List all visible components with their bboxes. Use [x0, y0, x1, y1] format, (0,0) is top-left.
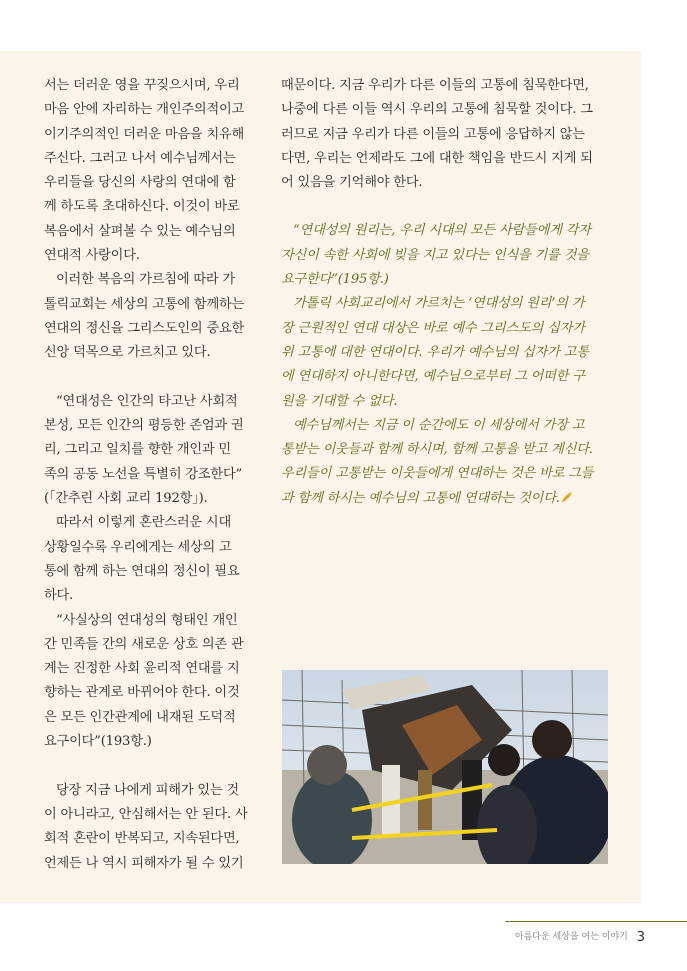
text-line: 톨릭교회는 세상의 고통에 함께하는: [44, 296, 245, 312]
text-line: 향하는 관계로 바뀌어야 한다. 이것: [44, 685, 240, 701]
text-line: 연대적 사랑이다.: [44, 248, 140, 264]
text-line: 우리들이 고통받는 이웃들에게 연대하는 것은 바로 그들: [281, 466, 594, 482]
text-line: 원을 기대할 수 없다.: [281, 393, 398, 409]
right-quote-text: [281, 219, 611, 513]
text-line: 러므로 지금 우리가 다른 이들의 고통에 응답하지 않는: [281, 126, 585, 142]
text-line: 나중에 다른 이들 역시 우리의 고통에 침묵할 것이다. 그: [281, 102, 593, 118]
text-line: [44, 754, 258, 778]
text-line: 장 근원적인 연대 대상은 바로 예수 그리스도의 십자가: [281, 320, 585, 336]
text-line: 서는 더러운 영을 꾸짖으시며, 우리: [44, 78, 240, 93]
text-line: “연대성의 원리는, 우리 시대의 모든 사람들에게 각자: [293, 223, 591, 239]
text-line: 예수님께서는 지금 이 순간에도 이 세상에서 가장 고: [293, 417, 585, 433]
text-line: 이기주의적인 더러운 마음을 치유해: [44, 126, 245, 142]
leaf-icon: [560, 489, 574, 513]
page-number: 3: [636, 930, 645, 945]
text-line: “연대성은 인간의 타고난 사회적: [56, 393, 238, 409]
text-line: 은 모든 인간관계에 내재된 도덕적: [44, 709, 236, 725]
text-line: 본성, 모든 인간의 평등한 존엄과 권: [44, 418, 244, 434]
text-line: 자신이 속한 사회에 빚을 지고 있다는 인식을 기를 것을: [281, 247, 589, 263]
text-line: 회적 혼란이 반복되고, 지속된다면,: [44, 831, 240, 847]
text-line: 간 민족들 간의 새로운 상호 의존 관: [44, 636, 244, 652]
text-line: (「간추린 사회 교리 192항」).: [44, 491, 208, 507]
text-line: 가톨릭 사회교리에서 가르치는 ‘연대성의 원리’의 가: [293, 296, 585, 312]
text-line: 에 연대하지 아니한다면, 예수님으로부터 그 어떠한 구: [281, 369, 585, 385]
text-line: 통에 함께 하는 연대의 정신이 필요: [44, 563, 240, 579]
text-line: 통받는 이웃들과 함께 하시며, 함께 고통을 받고 계신다.: [281, 442, 593, 458]
text-line: 과 함께 하시는 예수님의 고통에 연대하는 것이다.: [281, 487, 611, 513]
text-line: “사실상의 연대성의 형태인 개인: [56, 612, 238, 628]
text-line: 신앙 덕목으로 가르치고 있다.: [44, 345, 211, 361]
magazine-name: 아름다운 세상을 여는 이야기: [514, 932, 628, 942]
text-line: 께 하도록 초대하신다. 이것이 바로: [44, 199, 240, 215]
right-column: [281, 74, 611, 513]
text-line: 이러한 복음의 가르침에 따라 가: [56, 272, 235, 288]
news-photo: [282, 670, 608, 864]
text-line: [44, 366, 258, 390]
text-line: 당장 지금 나에게 피해가 있는 것: [56, 782, 239, 798]
text-line: 어 있음을 기억해야 한다.: [281, 175, 423, 191]
text-line: 이 아니라고, 안심해서는 안 된다. 사: [44, 806, 248, 822]
text-line: 위 고통에 대한 연대이다. 우리가 예수님의 십자가 고통: [281, 344, 589, 360]
text-line: 복음에서 살펴볼 수 있는 예수님의: [44, 223, 236, 239]
text-line: 요구이다”(193항.): [44, 734, 152, 750]
page-footer: [515, 929, 645, 945]
text-line: 연대의 정신을 그리스도인의 중요한: [44, 320, 245, 336]
text-line: 언제든 나 역시 피해자가 될 수 있기: [44, 855, 244, 871]
text-line: 때문이다. 지금 우리가 다른 이들의 고통에 침묵한다면,: [281, 78, 589, 93]
text-line: 다면, 우리는 언제라도 그에 대한 책임을 반드시 지게 되: [281, 150, 593, 166]
text-line: 계는 진정한 사회 윤리적 연대를 지: [44, 661, 240, 677]
text-line: 요구한다”(195항.): [281, 272, 389, 288]
text-line: 상황일수록 우리에게는 세상의 고: [44, 539, 232, 555]
left-column: [44, 74, 258, 876]
text-line: 우리들을 당신의 사랑의 연대에 함: [44, 175, 236, 191]
right-plain-text: [281, 74, 611, 195]
text-line: 리, 그리고 일치를 향한 개인과 민: [44, 442, 231, 458]
text-line: 마음 안에 자리하는 개인주의적이고: [44, 102, 245, 118]
text-line: 하다.: [44, 588, 74, 604]
text-line: 주신다. 그러고 나서 예수님께서는: [44, 150, 236, 166]
text-line: 족의 공동 노선을 특별히 강조한다”: [44, 466, 243, 482]
text-line: 따라서 이렇게 혼란스러운 시대: [56, 515, 231, 531]
footer-rule: [505, 921, 687, 922]
